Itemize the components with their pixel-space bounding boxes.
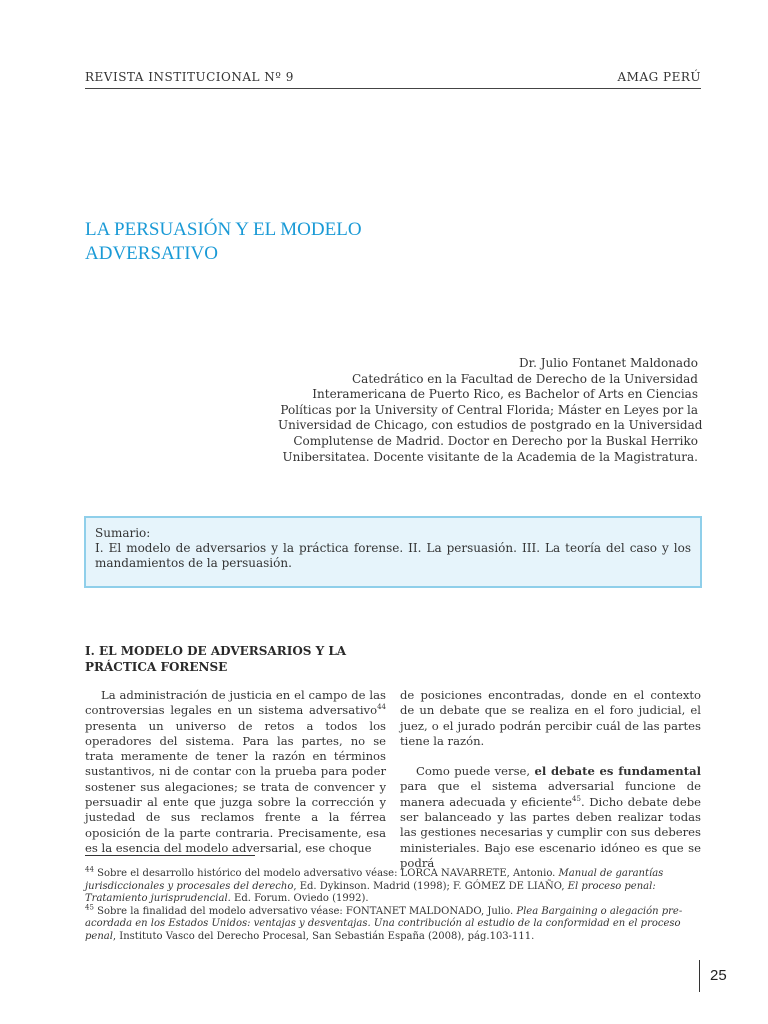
body-column-right [400, 688, 701, 871]
author-line: Universidad de Chicago, con estudios de postgrado en la Universidad [278, 418, 703, 433]
author-line: Dr. Julio Fontanet Maldonado [519, 356, 698, 370]
summary-text: I. El modelo de adversarios y la práctica forense. II. La persuasión. III. La teoría del caso y los mandamientos de la persuasión. [95, 541, 691, 570]
author-line: Complutense de Madrid. Doctor en Derecho por la Buskal Herriko [293, 433, 698, 448]
footnote-ref: 45 [572, 794, 581, 803]
article-title-line: LA PERSUASIÓN Y EL MODELO [85, 219, 362, 240]
body-paragraph: La administración de justicia en el campo de las controversias legales en un sistema adversativo$^{44}$ presenta un universo de retos a todos los operadores del sistema. Para las partes, no se trata meramente de tener la razón en términos sustantivos, ni de contar con la prueba para poder sostener sus alegaciones; se trata de convencer y persuadir al ente que juzga sobre la corrección y justedad de sus reclamos frente a la férrea oposición de la parte contraria. Precisamente, esa es la esencia del modelo adversarial, ese choque [85, 688, 386, 855]
article-title [85, 218, 685, 266]
footnote-45: $^{45}$ Sobre la finalidad del modelo adversativo véase: FONTANET MALDONADO, Julio. Plea Bargaining o alegación pre-acordada en los Estados Unidos: ventajas y desventajas. Una contribución al estudio de la conformidad en el proceso penal, Instituto Vasco del Derecho Procesal, San Sebastián España (2008), pág.103-111. [85, 903, 683, 942]
section-heading-line: I. EL MODELO DE ADVERSARIOS Y LA [85, 644, 347, 658]
body-paragraph: de posiciones encontradas, donde en el contexto de un debate que se realiza en el foro judicial, el juez, o el jurado podrán percibir cuál de las partes tiene la razón. [400, 688, 701, 748]
author-line: Políticas por la University of Central Florida; Máster en Leyes por la [280, 402, 698, 417]
article-title-line: ADVERSATIVO [85, 243, 218, 264]
body-column-left [85, 688, 386, 856]
author-line: Interamericana de Puerto Rico, es Bachelor of Arts en Ciencias [312, 387, 698, 402]
author-line: Unibersitatea. Docente visitante de la Academia de la Magistratura. [282, 449, 698, 464]
section-heading [85, 643, 375, 675]
summary-label: Sumario: [95, 526, 151, 540]
header-rule [85, 88, 701, 89]
footnote-rule [85, 855, 255, 856]
footnotes [85, 865, 701, 943]
author-bio [278, 356, 703, 465]
page-number: 25 [710, 967, 727, 984]
page-number-rule [699, 960, 700, 992]
footnote-ref: 44 [377, 703, 386, 712]
publisher-header: AMAG PERÚ [617, 70, 701, 84]
emphasis: el debate es fundamental [534, 764, 701, 779]
summary-box [84, 516, 702, 588]
author-line: Catedrático en la Facultad de Derecho de la Universidad [352, 371, 698, 386]
body-paragraph: Como puede verse, el debate es fundamental para que el sistema adversarial funcione de manera adecuada y eficiente$^{45}$. Dicho debate debe ser balanceado y las partes deben realizar todas las gestiones necesarias y cumplir con sus deberes ministeriales. Bajo ese escenario idóneo es que se podrá [400, 764, 701, 870]
section-heading-line: PRÁCTICA FORENSE [85, 660, 228, 674]
journal-header: REVISTA INSTITUCIONAL Nº 9 [85, 70, 294, 84]
footnote-44: $^{44}$ Sobre el desarrollo histórico del modelo adversativo véase: LORCA NAVARRETE, Antonio. Manual de garantías jurisdiccionales y procesales del derecho, Ed. Dykinson. Madrid (1998); F. GÓMEZ DE LIAÑO, El proceso penal: Tratamiento jurisprudencial. Ed. Forum. Oviedo (1992). [85, 865, 664, 904]
